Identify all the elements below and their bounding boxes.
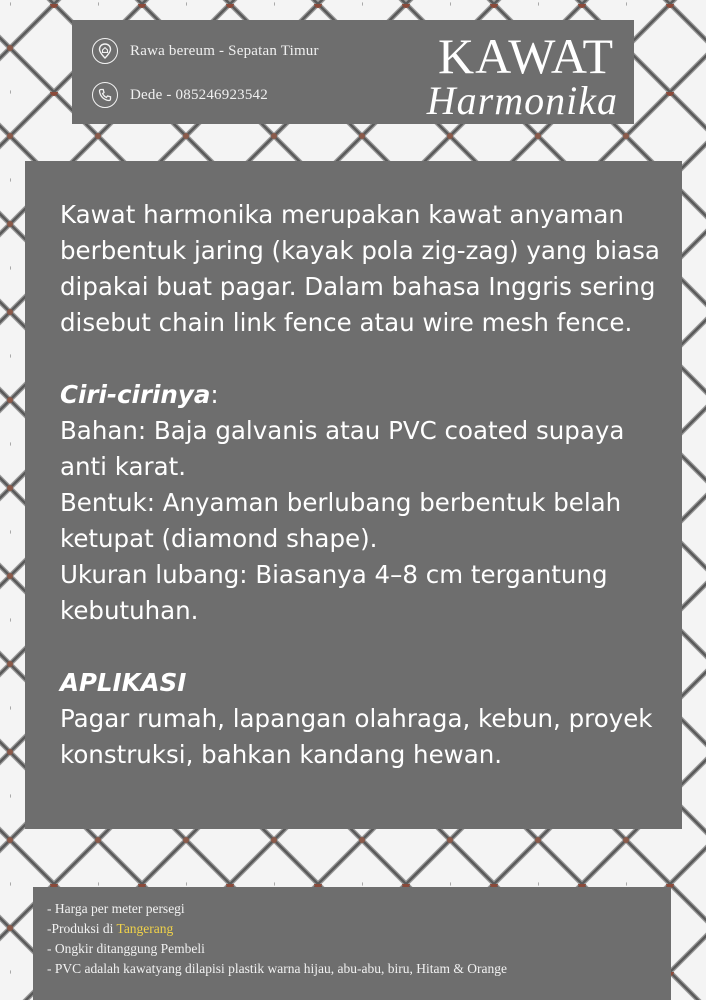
- description-text: [60, 197, 672, 773]
- home-pin-icon: [92, 38, 118, 64]
- phone-text: Dede - 085246923542: [130, 86, 268, 103]
- phone-row: [92, 82, 268, 108]
- feature-material: Bahan: Baja galvanis atau PVC coated supaya anti karat.: [60, 416, 625, 481]
- note-production: [47, 919, 507, 939]
- features-heading-colon: :: [210, 380, 219, 409]
- note-shipping: - Ongkir ditanggung Pembeli: [47, 941, 205, 956]
- footer-panel: [33, 887, 671, 1000]
- header-panel: [72, 20, 634, 124]
- footer-notes: [47, 899, 507, 979]
- production-prefix: -Produksi di: [47, 921, 117, 936]
- brand-title: KAWAT: [438, 28, 614, 84]
- intro-paragraph: Kawat harmonika merupakan kawat anyaman berbentuk jaring (kayak pola zig-zag) yang biasa dipakai buat pagar. Dalam bahasa Inggris sering disebut chain link fence atau wire mesh fence.: [60, 200, 660, 337]
- feature-hole-size: Ukuran lubang: Biasanya 4–8 cm tergantung kebutuhan.: [60, 560, 608, 625]
- address-row: [92, 38, 319, 64]
- description-panel: [25, 161, 682, 829]
- features-heading-line: [60, 377, 672, 413]
- phone-icon: [92, 82, 118, 108]
- note-price: - Harga per meter persegi: [47, 901, 185, 916]
- production-location: Tangerang: [116, 921, 174, 936]
- applications-heading: APLIKASI: [60, 668, 187, 697]
- brand-subtitle: Harmonika: [426, 78, 618, 123]
- features-heading: Ciri-cirinya: [60, 380, 211, 409]
- address-text: Rawa bereum - Sepatan Timur: [130, 42, 319, 59]
- feature-shape: Bentuk: Anyaman berlubang berbentuk belah ketupat (diamond shape).: [60, 488, 622, 553]
- applications-text: Pagar rumah, lapangan olahraga, kebun, proyek konstruksi, bahkan kandang hewan.: [60, 704, 653, 769]
- note-pvc: - PVC adalah kawatyang dilapisi plastik warna hijau, abu-abu, biru, Hitam & Orange: [47, 961, 508, 976]
- applications-heading-line: [60, 665, 672, 701]
